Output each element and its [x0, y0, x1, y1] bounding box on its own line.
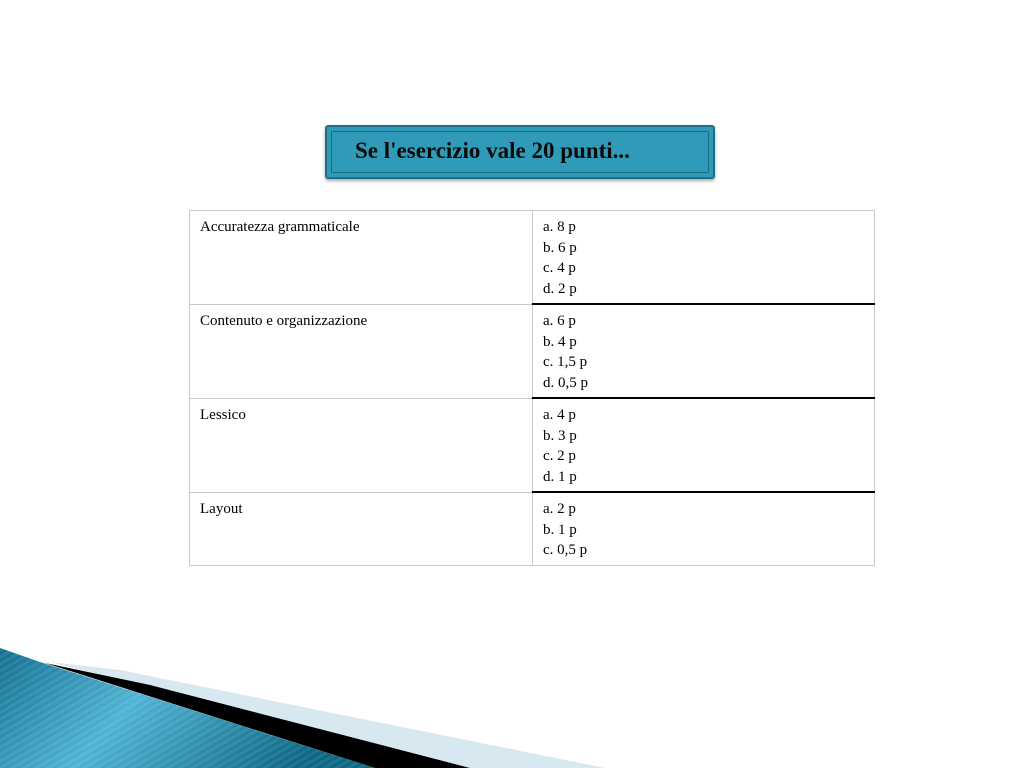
table-row	[190, 398, 875, 492]
points-option: c. 0,5 p	[543, 542, 588, 558]
points-cell	[533, 398, 875, 492]
table-row	[190, 304, 875, 398]
points-option: a. 4 p	[543, 407, 576, 423]
scoring-table	[189, 210, 875, 566]
points-option: c. 1,5 p	[543, 354, 588, 370]
points-option: d. 2 p	[543, 280, 577, 297]
points-option: a. 6 p	[543, 313, 576, 329]
table-row	[190, 211, 875, 305]
points-option: b. 3 p	[543, 427, 577, 444]
criterion-cell: Layout	[190, 492, 533, 565]
points-option: b. 1 p	[543, 521, 577, 538]
points-cell	[533, 492, 875, 565]
points-option: a. 8 p	[543, 219, 576, 235]
points-cell	[533, 211, 875, 305]
title-box	[325, 125, 715, 179]
points-option: a. 2 p	[543, 501, 576, 517]
points-option: c. 4 p	[543, 260, 576, 276]
table-row	[190, 492, 875, 565]
criterion-cell: Accuratezza grammaticale	[190, 211, 533, 305]
points-option: d. 0,5 p	[543, 374, 588, 391]
points-option: b. 6 p	[543, 239, 577, 256]
criterion-cell: Contenuto e organizzazione	[190, 304, 533, 398]
slide-title: Se l'esercizio vale 20 punti...	[355, 138, 630, 163]
corner-decoration	[0, 600, 1024, 768]
points-cell	[533, 304, 875, 398]
points-option: d. 1 p	[543, 468, 577, 485]
points-option: c. 2 p	[543, 448, 576, 464]
points-option: b. 4 p	[543, 333, 577, 350]
criterion-cell: Lessico	[190, 398, 533, 492]
